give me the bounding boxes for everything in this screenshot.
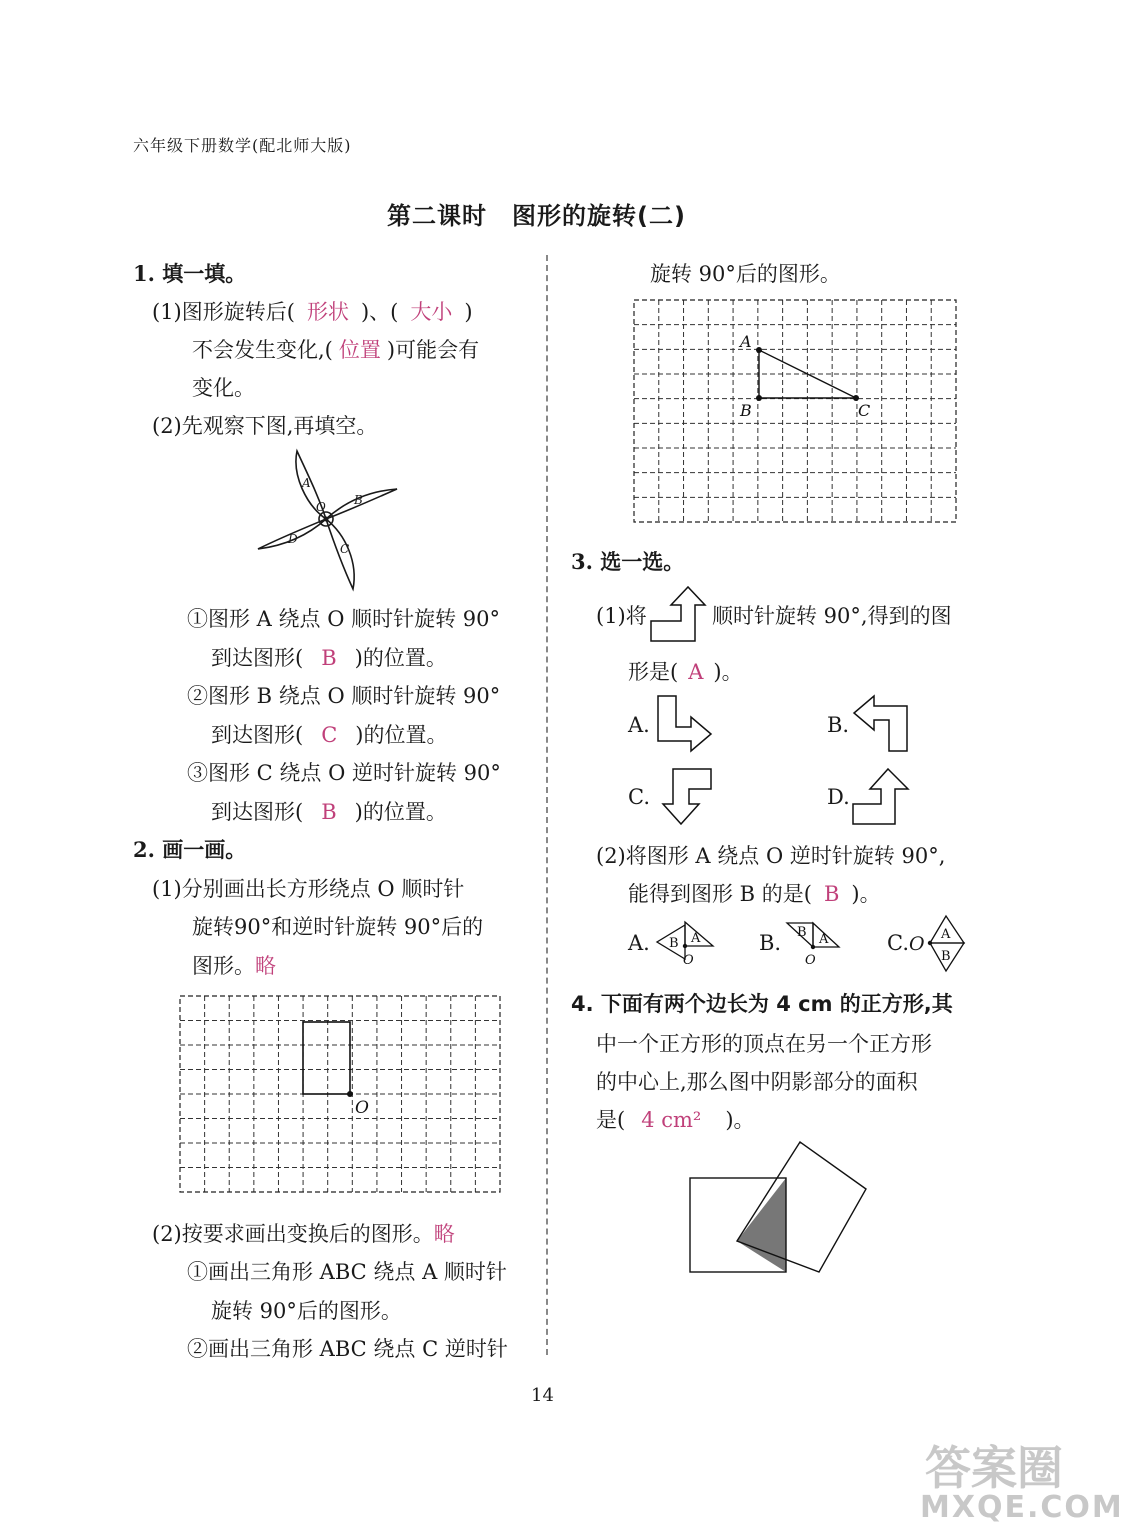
- rectangle-shape: [303, 1022, 350, 1094]
- q2-sub2-line1: ②画出三角形 ABC 绕点 C 逆时针: [187, 1337, 508, 1361]
- svg-text:B: B: [797, 925, 807, 940]
- column-divider: [546, 255, 548, 1355]
- tri-option-a-label: A.: [628, 931, 650, 955]
- q1-item3-line1: ③图形 C 绕点 O 逆时针旋转 90°: [187, 761, 501, 785]
- q4-line3: 的中心上,那么图中阴影部分的面积: [596, 1070, 918, 1094]
- label-b: B: [354, 493, 363, 507]
- q4-line2: 中一个正方形的顶点在另一个正方形: [596, 1032, 932, 1056]
- svg-text:A: A: [941, 927, 951, 942]
- q3-p1-a: (1)将: [596, 604, 647, 628]
- windmill-center-o: [324, 517, 329, 522]
- option-a-shape: [655, 695, 715, 753]
- q2-p1-line1: (1)分别画出长方形绕点 O 顺时针: [152, 877, 465, 901]
- svg-text:A: A: [691, 931, 701, 946]
- option-b-label: B.: [827, 713, 850, 737]
- q1-p1-line2: 不会发生变化,( 位置 )可能会有: [192, 338, 480, 362]
- label-a: A: [740, 332, 752, 351]
- q4-line4: 是( 4 cm² )。: [596, 1108, 755, 1132]
- arrow-shape-source: [650, 585, 710, 643]
- q2-heading: 2. 画一画。: [133, 837, 247, 862]
- option-a-label: A.: [628, 713, 650, 737]
- tri-option-a-shape: [655, 920, 717, 966]
- q3-heading: 3. 选一选。: [571, 549, 685, 574]
- overlapping-squares: [688, 1140, 870, 1276]
- label-o: O: [316, 500, 326, 514]
- lesson-title: 第二课时 图形的旋转(二): [387, 202, 686, 230]
- watermark-logo: 答案圈: [925, 1441, 1063, 1495]
- q1-item2-line1: ②图形 B 绕点 O 顺时针旋转 90°: [187, 684, 501, 708]
- tri-option-b-shape: [785, 920, 845, 966]
- shaded-region: [737, 1178, 786, 1272]
- svg-text:A: A: [819, 932, 829, 947]
- svg-text:O: O: [805, 953, 816, 968]
- answer-omitted-2: 略: [433, 1222, 455, 1246]
- option-d-shape: [850, 768, 912, 826]
- answer-item3: B: [321, 800, 337, 824]
- tri-option-c-label: C.O: [887, 931, 925, 955]
- option-b-shape: [850, 695, 910, 753]
- label-d: D: [288, 532, 298, 546]
- label-b: B: [740, 401, 752, 420]
- answer-q3-2: B: [823, 882, 840, 906]
- answer-omitted: 略: [255, 954, 276, 978]
- q3-p2-line2: 能得到图形 B 的是( B )。: [628, 882, 881, 906]
- label-c: C: [340, 542, 350, 556]
- tri-option-b-label: B.: [759, 931, 782, 955]
- answer-q4: 4 cm²: [641, 1108, 702, 1132]
- answer-item2: C: [321, 723, 338, 747]
- q1-item3-line2: 到达图形( B )的位置。: [211, 800, 447, 824]
- q3-p2-line1: (2)将图形 A 绕点 O 逆时针旋转 90°,: [596, 844, 946, 868]
- q2-sub2-line2: 旋转 90°后的图形。: [650, 262, 841, 286]
- tri-option-c-shape: [928, 914, 968, 974]
- q2-p1-line2: 旋转90°和逆时针旋转 90°后的: [192, 915, 484, 939]
- watermark-url: MXQE.COM: [920, 1490, 1124, 1525]
- q3-p1-b: 顺时针旋转 90°,得到的图: [712, 604, 952, 628]
- q1-item1-line2: 到达图形( B )的位置。: [211, 646, 447, 670]
- q1-item2-line2: 到达图形( C )的位置。: [211, 723, 448, 747]
- svg-text:B: B: [941, 949, 951, 964]
- page-number: 14: [531, 1385, 554, 1406]
- q1-heading: 1. 填一填。: [133, 261, 247, 286]
- svg-text:O: O: [683, 953, 694, 968]
- label-a: A: [302, 476, 311, 490]
- q1-p1-line3: 变化。: [192, 376, 255, 400]
- grid-rectangle: [180, 996, 500, 1192]
- q2-p1-line3: 图形。略: [192, 954, 276, 978]
- q1-p2-prompt: (2)先观察下图,再填空。: [152, 414, 378, 438]
- q4-line1: 4. 下面有两个边长为 4 cm 的正方形,其: [571, 992, 953, 1016]
- q2-sub1-line1: ①画出三角形 ABC 绕点 A 顺时针: [187, 1260, 507, 1284]
- answer-size: 大小: [410, 300, 453, 324]
- label-c: C: [858, 401, 871, 420]
- answer-q3-1: A: [688, 660, 704, 684]
- book-title: 六年级下册数学(配北师大版): [133, 136, 352, 155]
- answer-position: 位置: [338, 338, 381, 362]
- q1-p1-line1: (1)图形旋转后( 形状 )、( 大小 ): [152, 300, 473, 324]
- answer-item1: B: [321, 646, 337, 670]
- answer-shape: 形状: [306, 300, 349, 324]
- q3-p1-line2: 形是( A )。: [628, 660, 743, 684]
- q2-p2-line: (2)按要求画出变换后的图形。略: [152, 1222, 455, 1246]
- point-o: [347, 1091, 353, 1097]
- windmill-figure: [250, 445, 410, 595]
- q1-item1-line1: ①图形 A 绕点 O 顺时针旋转 90°: [187, 607, 500, 631]
- svg-text:B: B: [669, 936, 679, 951]
- point-o-label: O: [355, 1098, 369, 1118]
- option-c-label: C.: [628, 785, 650, 809]
- option-d-label: D.: [827, 785, 850, 809]
- grid-triangle: [634, 300, 956, 522]
- option-c-shape: [655, 768, 715, 826]
- q2-sub1-line2: 旋转 90°后的图形。: [211, 1299, 402, 1323]
